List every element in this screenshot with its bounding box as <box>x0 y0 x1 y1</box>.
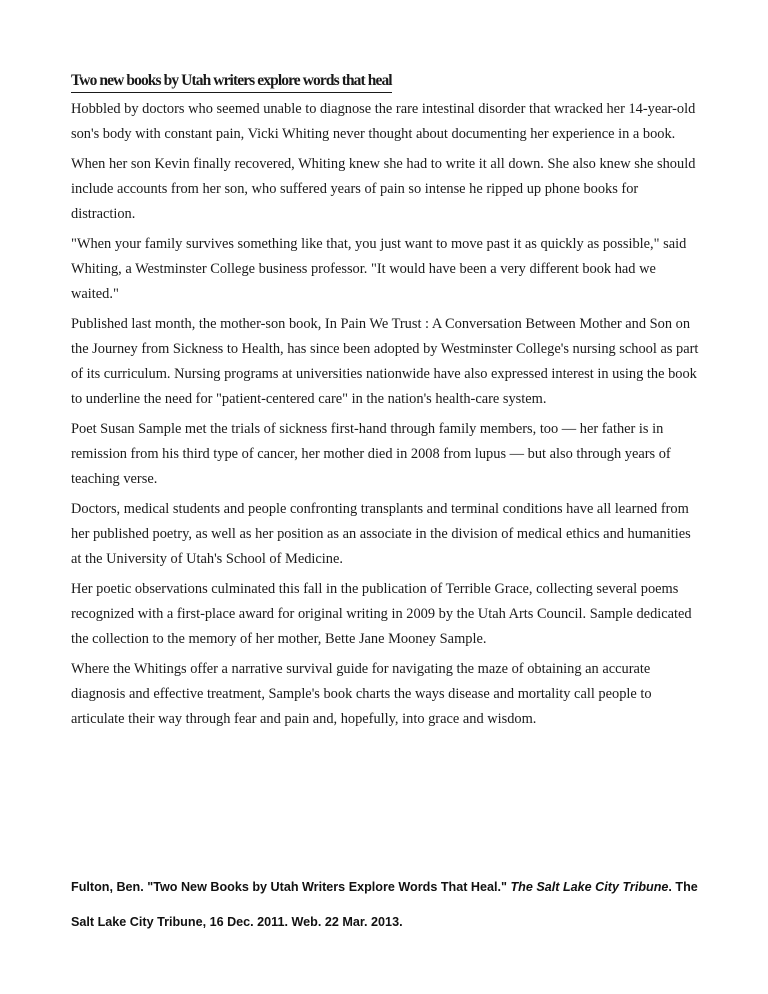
paragraph-3: "When your family survives something like that, you just want to move past it as quickly as possible," said Whiting, a Westminster College business professor. "It would have been a very different book had we waited." <box>71 236 687 302</box>
paragraph-7: Her poetic observations culminated this fall in the publication of Terrible Grace, collecting several poems recognized with a first-place award for original writing in 2009 by the Utah Arts Council. Sample dedicated the collection to the memory of her mother, Bette Jane Mooney Sample. <box>71 581 692 647</box>
article <box>71 70 701 737</box>
paragraph-8: Where the Whitings offer a narrative survival guide for navigating the maze of obtaining an accurate diagnosis and effective treatment, Sample's book charts the ways disease and mortality call people to articulate their way through fear and pain and, hopefully, into grace and wisdom. <box>71 661 652 727</box>
article-title: Two new books by Utah writers explore words that heal <box>71 70 392 93</box>
citation-journal: The Salt Lake City Tribune <box>510 880 669 894</box>
citation-details: . The Salt Lake City Tribune, 16 Dec. 2011. Web. 22 Mar. 2013. <box>71 880 698 929</box>
paragraph-2: When her son Kevin finally recovered, Whiting knew she had to write it all down. She also knew she should include accounts from her son, who suffered years of pain so intense he ripped up phone books for distraction. <box>71 156 696 222</box>
paragraph-4: Published last month, the mother-son book, In Pain We Trust : A Conversation Between Mother and Son on the Journey from Sickness to Health, has since been adopted by Westminster College's nursing school as part of its curriculum. Nursing programs at universities nationwide have also expressed interest in using the book to underline the need for "patient-centered care" in the nation's health-care system. <box>71 316 699 407</box>
paragraph-5: Poet Susan Sample met the trials of sickness first-hand through family members, too — her father is in remission from his third type of cancer, her mother died in 2008 from lupus — but also through years of teaching verse. <box>71 421 671 487</box>
citation-author-title: Fulton, Ben. "Two New Books by Utah Writers Explore Words That Heal." <box>71 880 511 894</box>
paragraph-6: Doctors, medical students and people confronting transplants and terminal conditions have all learned from her published poetry, as well as her position as an associate in the division of medical ethics and humanities at the University of Utah's School of Medicine. <box>71 501 691 567</box>
paragraph-1: Hobbled by doctors who seemed unable to diagnose the rare intestinal disorder that wracked her 14-year-old son's body with constant pain, Vicki Whiting never thought about documenting her experience in a book. <box>71 101 696 142</box>
citation <box>71 870 701 940</box>
